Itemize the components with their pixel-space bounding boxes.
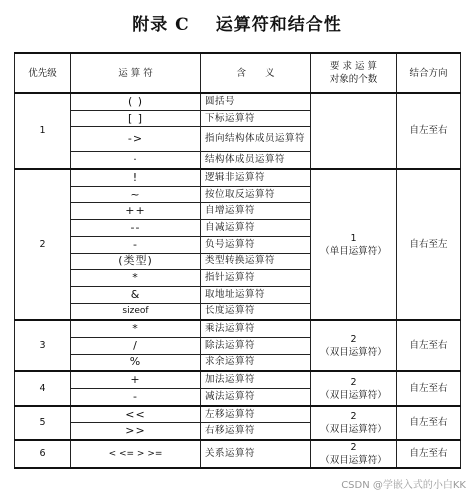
associativity-cell: 自左至右	[397, 93, 461, 169]
priority-cell: 5	[15, 406, 71, 440]
operator-cell: ( )	[71, 93, 201, 110]
operator-cell: +	[71, 371, 201, 388]
page-title	[0, 10, 474, 35]
operand-count-value: 2	[350, 333, 357, 345]
header-operand-count-line2: 对象的个数	[329, 74, 378, 85]
associativity-cell: 自左至右	[397, 406, 461, 440]
operator-cell: %	[71, 354, 201, 371]
operand-count-note: （双目运算符）	[320, 389, 387, 401]
meaning-cell: 求余运算符	[201, 354, 311, 371]
meaning-cell: 负号运算符	[201, 236, 311, 253]
meaning-cell: 长度运算符	[201, 303, 311, 320]
priority-cell: 4	[15, 371, 71, 405]
operand-count-value: 2	[350, 376, 357, 388]
meaning-cell: 结构体成员运算符	[201, 152, 311, 169]
table-row	[15, 440, 461, 468]
operator-cell: *	[71, 320, 201, 337]
meaning-cell: 指向结构体成员运算符	[201, 127, 311, 152]
table-row	[15, 169, 461, 186]
operand-count-value: 1	[350, 232, 357, 244]
operator-cell: < <= > >=	[71, 440, 201, 468]
operator-cell: >>	[71, 423, 201, 440]
operand-count-note: （单目运算符）	[320, 245, 387, 257]
meaning-cell: 自减运算符	[201, 220, 311, 237]
operator-cell: ->	[71, 127, 201, 152]
operator-cell: sizeof	[71, 303, 201, 320]
meaning-cell: 逻辑非运算符	[201, 169, 311, 186]
meaning-cell: 右移运算符	[201, 423, 311, 440]
table-row	[15, 93, 461, 110]
meaning-cell: 关系运算符	[201, 440, 311, 468]
meaning-cell: 取地址运算符	[201, 286, 311, 303]
table-row	[15, 406, 461, 423]
operand-count-note: （双目运算符）	[320, 455, 387, 467]
title-text: 运算符和结合性	[215, 15, 342, 35]
header-meaning: 含 义	[201, 53, 311, 93]
priority-cell: 1	[15, 93, 71, 169]
table-row	[15, 320, 461, 337]
operand-count-cell	[311, 440, 397, 468]
priority-cell: 2	[15, 169, 71, 320]
header-operand-count	[311, 53, 397, 93]
operand-count-value: 2	[350, 410, 357, 422]
operator-cell: *	[71, 270, 201, 287]
meaning-cell: 加法运算符	[201, 371, 311, 388]
operand-count-cell	[311, 93, 397, 169]
table-body	[15, 93, 461, 468]
table-row	[15, 371, 461, 388]
operator-cell: /	[71, 337, 201, 354]
operator-cell: ·	[71, 152, 201, 169]
meaning-cell: 自增运算符	[201, 203, 311, 220]
operator-cell: -	[71, 389, 201, 406]
meaning-cell: 左移运算符	[201, 406, 311, 423]
operand-count-value: 2	[350, 442, 357, 454]
associativity-cell: 自左至右	[397, 320, 461, 371]
meaning-cell: 指针运算符	[201, 270, 311, 287]
operand-count-cell	[311, 320, 397, 371]
operator-cell: -	[71, 236, 201, 253]
associativity-cell: 自右至左	[397, 169, 461, 320]
header-associativity: 结合方向	[397, 53, 461, 93]
operand-count-cell	[311, 406, 397, 440]
header-operator: 运 算 符	[71, 53, 201, 93]
meaning-cell: 类型转换运算符	[201, 253, 311, 270]
operator-cell: ~	[71, 186, 201, 203]
meaning-cell: 下标运算符	[201, 110, 311, 127]
operand-count-note: （双目运算符）	[320, 346, 387, 358]
priority-cell: 3	[15, 320, 71, 371]
watermark: CSDN @学嵌入式的小白KK	[341, 480, 466, 491]
operator-cell: ++	[71, 203, 201, 220]
header-priority: 优先级	[15, 53, 71, 93]
header-operand-count-line1: 要 求 运 算	[329, 61, 378, 72]
appendix-label: 附录 C	[132, 15, 190, 35]
operand-count-cell	[311, 371, 397, 405]
operator-cell: &	[71, 286, 201, 303]
operator-cell: !	[71, 169, 201, 186]
meaning-cell: 减法运算符	[201, 389, 311, 406]
associativity-cell: 自左至右	[397, 371, 461, 405]
meaning-cell: 按位取反运算符	[201, 186, 311, 203]
operator-cell: --	[71, 220, 201, 237]
meaning-cell: 除法运算符	[201, 337, 311, 354]
operator-cell: <<	[71, 406, 201, 423]
operator-cell: [ ]	[71, 110, 201, 127]
operator-cell: (类型)	[71, 253, 201, 270]
operator-table	[14, 52, 461, 469]
operand-count-note: （双目运算符）	[320, 423, 387, 435]
meaning-cell: 圆括号	[201, 93, 311, 110]
operand-count-cell	[311, 169, 397, 320]
priority-cell: 6	[15, 440, 71, 468]
associativity-cell: 自左至右	[397, 440, 461, 468]
meaning-cell: 乘法运算符	[201, 320, 311, 337]
